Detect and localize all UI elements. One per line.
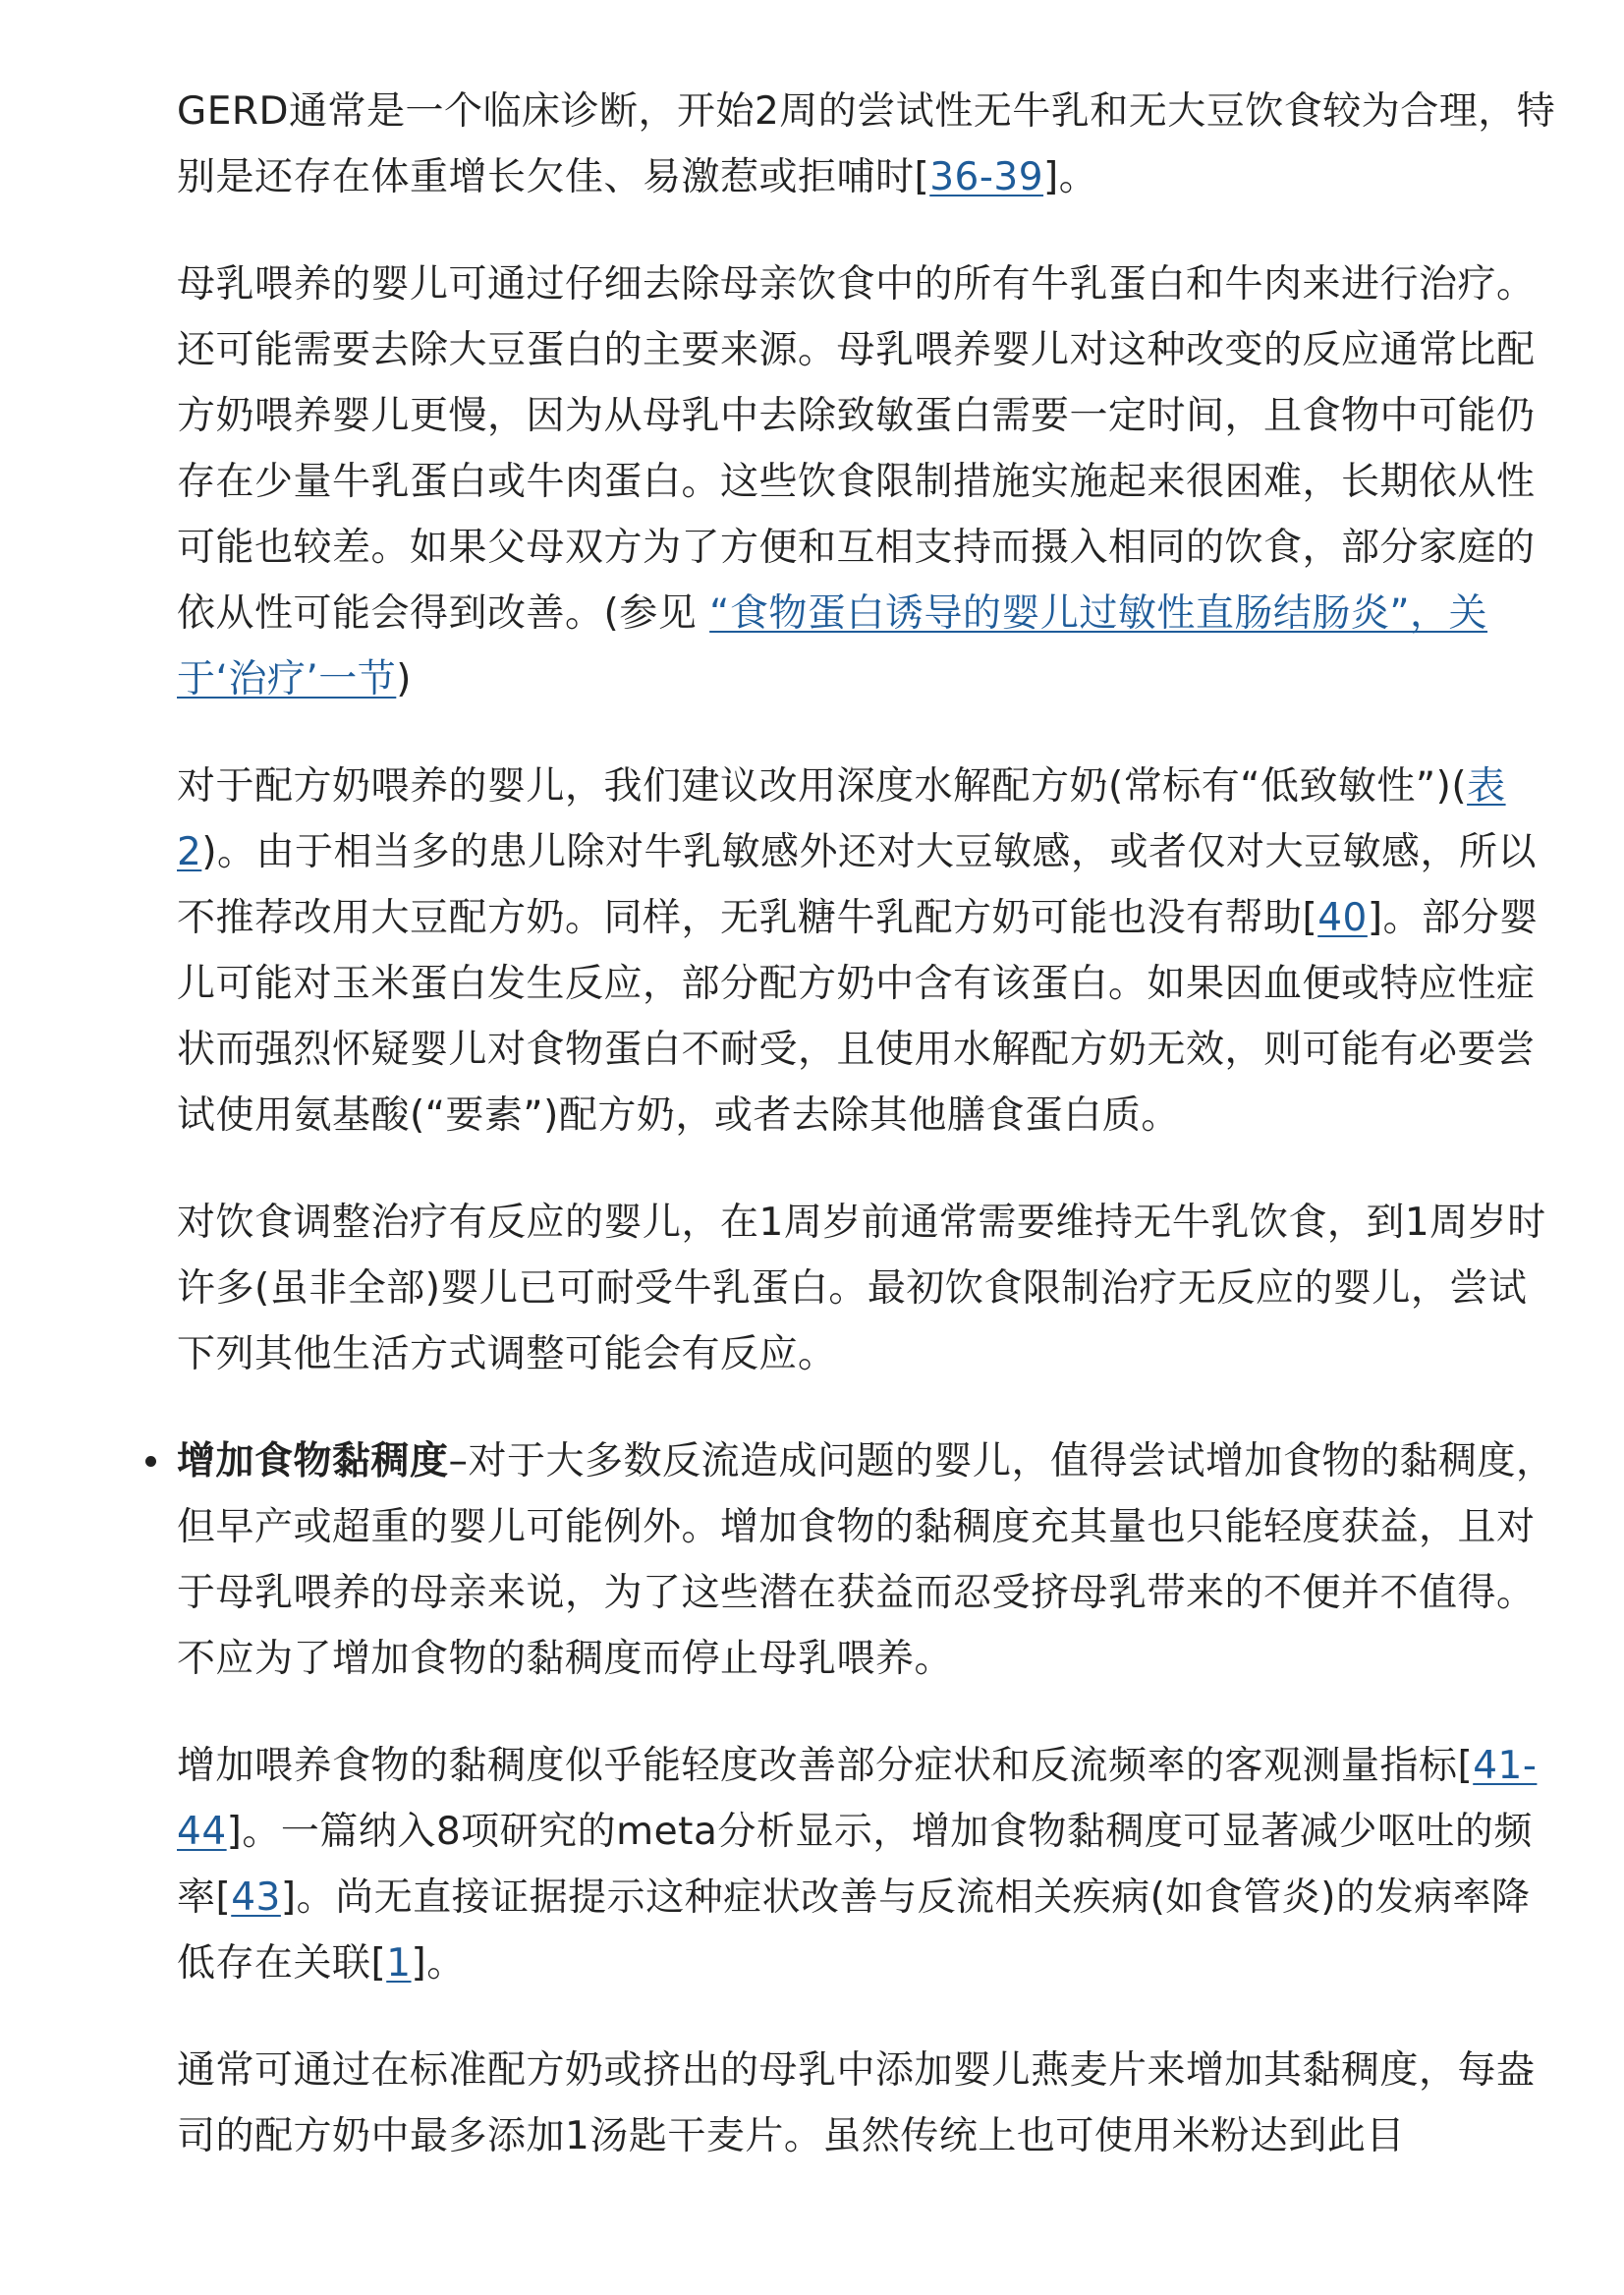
text: ) <box>396 657 413 701</box>
paragraph-thickening-evidence <box>177 1733 1562 1996</box>
text: ]。尚无直接证据提示这种症状改善与反流相关疾病(如食管炎)的发病率降低存在关联[ <box>177 1875 1531 1986</box>
topic-link-allergic-proctocolitis[interactable]: “食物蛋白诱导的婴儿过敏性直肠结肠炎”，关于‘治疗’一节 <box>177 591 1488 701</box>
text: 对于配方奶喂养的婴儿，我们建议改用深度水解配方奶(常标有“低致敏性”)( <box>177 764 1468 809</box>
text: GERD通常是一个临床诊断，开始2周的尝试性无牛乳和无大豆饮食较为合理，特别是还存在体重增长欠佳、易激惹或拒哺时[ <box>177 89 1556 199</box>
text: ]。一篇纳入8项研究的meta分析显示，增加食物黏稠度可显著减少呕吐的频率[ <box>177 1810 1533 1920</box>
reference-link-41-44[interactable]: 41-44 <box>177 1744 1538 1854</box>
text: 通常可通过在标准配方奶或挤出的母乳中添加婴儿燕麦片来增加其黏稠度，每盎司的配方奶中最多添加1汤匙干麦片。虽然传统上也可使用米粉达到此目 <box>177 2048 1536 2158</box>
table-link-2[interactable]: 表 2 <box>177 764 1506 874</box>
article-body <box>177 79 1562 2211</box>
bullet-icon <box>145 1456 156 1467</box>
text: 增加喂养食物的黏稠度似乎能轻度改善部分症状和反流频率的客观测量指标[ <box>177 1744 1474 1788</box>
paragraph-formula-fed-infants <box>177 754 1562 1148</box>
text: 母乳喂养的婴儿可通过仔细去除母亲饮食中的所有牛乳蛋白和牛肉来进行治疗。还可能需要去除大豆蛋白的主要来源。母乳喂养婴儿对这种改变的反应通常比配方奶喂养婴儿更慢，因为从母乳中去除致敏蛋白需要一定时间，且食物中可能仍存在少量牛乳蛋白或牛肉蛋白。这些饮食限制措施实施起来很困难，长期依从性可能也较差。如果父母双方为了方便和互相支持而摄入相同的饮食，部分家庭的依从性可能会得到改善。(参见 <box>177 262 1536 636</box>
reference-link-36-39[interactable]: 36-39 <box>929 155 1044 199</box>
text: ]。 <box>411 1941 466 1986</box>
text: 对饮食调整治疗有反应的婴儿，在1周岁前通常需要维持无牛乳饮食，到1周岁时许多(虽非全部)婴儿已可耐受牛乳蛋白。最初饮食限制治疗无反应的婴儿，尝试下列其他生活方式调整可能会有反应。 <box>177 1201 1546 1376</box>
paragraph-breastfed-infants <box>177 252 1562 712</box>
reference-link-40[interactable]: 40 <box>1317 896 1368 940</box>
reference-link-1[interactable]: 1 <box>386 1941 412 1986</box>
paragraph-thickening-method <box>177 2038 1562 2169</box>
bullet-heading: 增加食物黏稠度 <box>177 1439 449 1483</box>
text: ]。 <box>1043 155 1098 199</box>
text: –对于大多数反流造成问题的婴儿，值得尝试增加食物的黏稠度，但早产或超重的婴儿可能例外。增加食物的黏稠度充其量也只能轻度获益，且对于母乳喂养的母亲来说，为了这些潜在获益而忍受挤母乳带来的不便并不值得。不应为了增加食物的黏稠度而停止母乳喂养。 <box>177 1439 1555 1681</box>
text: )。由于相当多的患儿除对牛乳敏感外还对大豆敏感，或者仅对大豆敏感，所以不推荐改用大豆配方奶。同样，无乳糖牛乳配方奶可能也没有帮助[ <box>177 830 1538 940</box>
bullet-item-thickened-feeds <box>177 1428 1562 1692</box>
paragraph-diet-response <box>177 1190 1562 1387</box>
paragraph-gerd-diagnosis <box>177 79 1562 210</box>
text: ]。部分婴儿可能对玉米蛋白发生反应，部分配方奶中含有该蛋白。如果因血便或特应性症状而强烈怀疑婴儿对食物蛋白不耐受，且使用水解配方奶无效，则可能有必要尝试使用氨基酸(“要素”)配方奶，或者去除其他膳食蛋白质。 <box>177 896 1539 1138</box>
reference-link-43[interactable]: 43 <box>231 1875 281 1920</box>
